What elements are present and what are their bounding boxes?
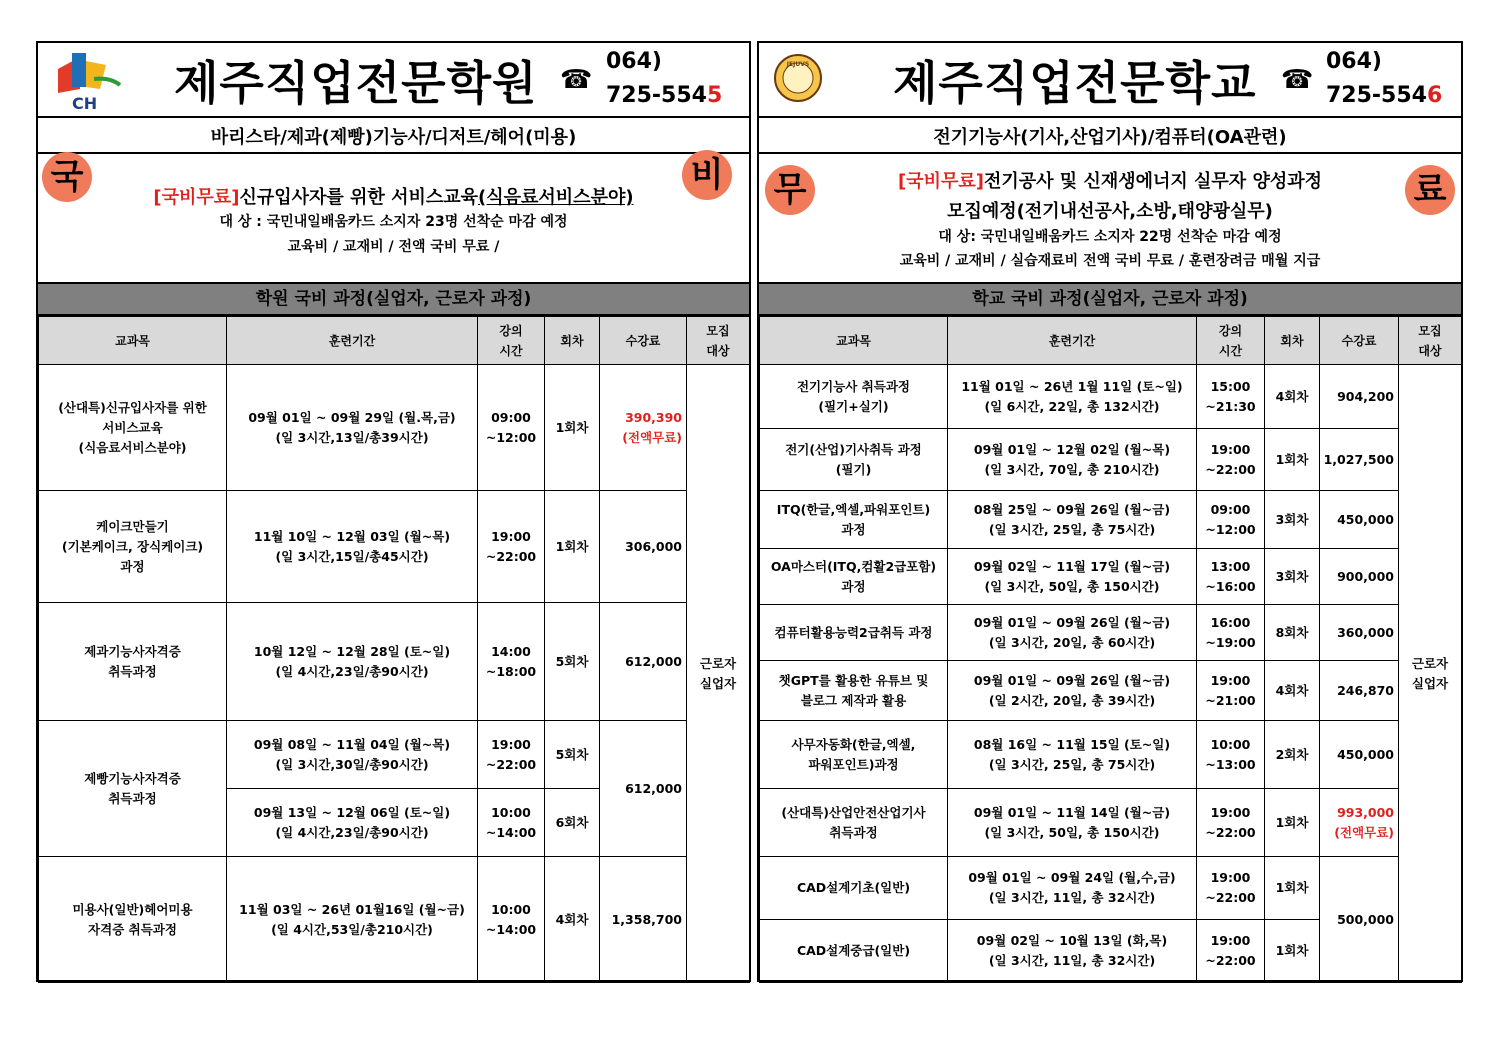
course-round: 4회차: [545, 857, 600, 983]
table-row: [760, 857, 1462, 920]
table-row: [39, 365, 750, 491]
course-period: 08월 25일 ~ 09월 26일 (월~금) (일 3시간, 25일, 총 75시간): [948, 491, 1197, 549]
course-time: 13:00 ~16:00: [1197, 549, 1265, 605]
course-time: 19:00 ~22:00: [1197, 429, 1265, 491]
table-row: [760, 491, 1462, 549]
table-row: [760, 365, 1462, 429]
course-round: 5회차: [545, 603, 600, 721]
course-time: 09:00 ~12:00: [1197, 491, 1265, 549]
course-time: 09:00 ~12:00: [478, 365, 545, 491]
course-round: 6회차: [545, 789, 600, 857]
academy-subtitle: 바리스타/제과(제빵)기능사/디저트/헤어(미용): [210, 127, 577, 148]
promo-title-2: 모집예정(전기내선공사,소방,태양광실무): [947, 201, 1273, 222]
course-period: 09월 02일 ~ 10월 13일 (화,목) (일 3시간, 11일, 총 32시간): [948, 920, 1197, 983]
course-fee: 246,870: [1320, 661, 1399, 721]
course-period: 09월 01일 ~ 09월 24일 (월,수,금) (일 3시간, 11일, 총 32시간): [948, 857, 1197, 920]
course-period: 09월 02일 ~ 11월 17일 (월~금) (일 3시간, 50일, 총 150시간): [948, 549, 1197, 605]
course-time: 10:00 ~14:00: [478, 857, 545, 983]
course-time: 19:00 ~22:00: [1197, 920, 1265, 983]
course-time: 19:00 ~22:00: [478, 721, 545, 789]
course-time: 15:00 ~21:30: [1197, 365, 1265, 429]
course-fee: 900,000: [1320, 549, 1399, 605]
table-row: [39, 603, 750, 721]
course-round: 3회차: [1265, 491, 1320, 549]
badge-circle-right: 료: [1405, 165, 1455, 215]
course-time: 19:00 ~22:00: [1197, 789, 1265, 857]
course-round: 8회차: [1265, 605, 1320, 661]
column-header: 훈련기간: [227, 317, 478, 365]
column-header: 모집 대상: [1399, 317, 1462, 365]
phone-icon: ☎: [560, 65, 593, 95]
table-row: [39, 857, 750, 983]
course-name: CAD설계중급(일반): [760, 920, 948, 983]
course-fee: 612,000: [600, 721, 687, 857]
course-name: 제과기능사자격증 취득과정: [39, 603, 227, 721]
course-round: 2회차: [1265, 721, 1320, 789]
column-header: 훈련기간: [948, 317, 1197, 365]
school-title: 제주직업전문학교: [893, 56, 1257, 110]
course-time: 19:00 ~22:00: [478, 491, 545, 603]
column-header: 강의 시간: [1197, 317, 1265, 365]
course-name: CAD설계기초(일반): [760, 857, 948, 920]
course-period: 08월 16일 ~ 11월 15일 (토~일) (일 3시간, 25일, 총 75시간): [948, 721, 1197, 789]
course-period: 09월 13일 ~ 12월 06일 (토~일) (일 4시간,23일/총90시간): [227, 789, 478, 857]
column-header: 회차: [545, 317, 600, 365]
course-time: 16:00 ~19:00: [1197, 605, 1265, 661]
course-fee: 390,390 (전액무료): [600, 365, 687, 491]
academy-panel: [36, 41, 751, 982]
course-round: 1회차: [1265, 857, 1320, 920]
course-name: 전기기능사 취득과정 (필기+실기): [760, 365, 948, 429]
promo-target: 대 상 : 국민내일배움카드 소지자 23명 선착순 마감 예정: [219, 214, 568, 230]
course-name: 케이크만들기 (기본케이크, 장식케이크) 과정: [39, 491, 227, 603]
course-table: [759, 316, 1462, 983]
academy-phone: 064) 725-5545: [606, 49, 723, 108]
table-row: [760, 661, 1462, 721]
promo-title: [국비무료]전기공사 및 신재생에너지 실무자 양성과정: [897, 171, 1323, 192]
badge-circle-right: 비: [682, 150, 732, 200]
promo-fee: 교육비 / 교재비 / 실습재료비 전액 국비 무료 / 훈련장려금 매월 지급: [899, 253, 1321, 269]
course-period: 11월 10일 ~ 12월 03일 (월~목) (일 3시간,15일/총45시간): [227, 491, 478, 603]
course-fee: 1,358,700: [600, 857, 687, 983]
school-subtitle: 전기기능사(기사,산업기사)/컴퓨터(OA관련): [933, 127, 1287, 148]
course-name: 컴퓨터활용능력2급취득 과정: [760, 605, 948, 661]
course-name: 미용사(일반)헤어미용 자격증 취득과정: [39, 857, 227, 983]
badge-circle-left: 무: [765, 165, 815, 215]
course-fee: 360,000: [1320, 605, 1399, 661]
column-header: 수강료: [600, 317, 687, 365]
recruit-target: 근로자 실업자: [687, 365, 750, 983]
course-fee: 306,000: [600, 491, 687, 603]
column-header: 모집 대상: [687, 317, 750, 365]
table-row: [39, 721, 750, 789]
section-band: 학원 국비 과정(실업자, 근로자 과정): [38, 282, 749, 316]
course-fee: 904,200: [1320, 365, 1399, 429]
course-period: 09월 01일 ~ 12월 02일 (월~목) (일 3시간, 70일, 총 210시간): [948, 429, 1197, 491]
course-name: ITQ(한글,엑셀,파워포인트) 과정: [760, 491, 948, 549]
recruit-target: 근로자 실업자: [1399, 365, 1462, 983]
table-row: [760, 721, 1462, 789]
course-name: 챗GPT를 활용한 유튜브 및 블로그 제작과 활용: [760, 661, 948, 721]
course-fee: 612,000: [600, 603, 687, 721]
school-phone: 064) 725-5546: [1326, 49, 1443, 108]
table-row: [760, 789, 1462, 857]
course-fee: 450,000: [1320, 491, 1399, 549]
table-header-row: [760, 317, 1462, 365]
school-panel: [757, 41, 1463, 982]
school-logo: [773, 53, 823, 103]
course-name: 제빵기능사자격증 취득과정: [39, 721, 227, 857]
course-fee: 450,000: [1320, 721, 1399, 789]
promo-target: 대 상: 국민내일배움카드 소지자 22명 선착순 마감 예정: [938, 229, 1282, 245]
course-name: 전기(산업)기사취득 과정 (필기): [760, 429, 948, 491]
course-round: 1회차: [1265, 429, 1320, 491]
course-name: OA마스터(ITQ,컴활2급포함) 과정: [760, 549, 948, 605]
course-name: 사무자동화(한글,엑셀, 파워포인트)과정: [760, 721, 948, 789]
course-period: 11월 03일 ~ 26년 01월16일 (월~금) (일 4시간,53일/총210시간): [227, 857, 478, 983]
course-period: 09월 01일 ~ 09월 29일 (월.목,금) (일 3시간,13일/총39시간): [227, 365, 478, 491]
section-band: 학교 국비 과정(실업자, 근로자 과정): [759, 282, 1461, 316]
course-round: 3회차: [1265, 549, 1320, 605]
column-header: 교과목: [760, 317, 948, 365]
svg-text:CH: CH: [72, 94, 98, 111]
svg-text:JEJUVS: JEJUVS: [786, 61, 810, 68]
course-name: (산대특)신규입사자를 위한 서비스교육 (식음료서비스분야): [39, 365, 227, 491]
column-header: 교과목: [39, 317, 227, 365]
table-row: [39, 491, 750, 603]
course-name: (산대특)산업안전산업기사 취득과정: [760, 789, 948, 857]
course-fee: 500,000: [1320, 857, 1399, 983]
table-row: [760, 549, 1462, 605]
course-round: 1회차: [545, 491, 600, 603]
table-header-row: [39, 317, 750, 365]
column-header: 강의 시간: [478, 317, 545, 365]
phone-icon: ☎: [1281, 65, 1314, 95]
course-table: [38, 316, 750, 983]
course-time: 10:00 ~14:00: [478, 789, 545, 857]
course-fee: 1,027,500: [1320, 429, 1399, 491]
course-period: 09월 01일 ~ 09월 26일 (월~금) (일 2시간, 20일, 총 39시간): [948, 661, 1197, 721]
course-fee: 993,000 (전액무료): [1320, 789, 1399, 857]
academy-title: 제주직업전문학원: [174, 56, 538, 110]
table-row: [760, 429, 1462, 491]
promo-title: [국비무료]신규입사자를 위한 서비스교육(식음료서비스분야): [153, 187, 634, 208]
course-round: 4회차: [1265, 661, 1320, 721]
course-period: 09월 08일 ~ 11월 04일 (월~목) (일 3시간,30일/총90시간): [227, 721, 478, 789]
badge-circle-left: 국: [42, 152, 92, 202]
course-time: 19:00 ~21:00: [1197, 661, 1265, 721]
course-round: 1회차: [1265, 920, 1320, 983]
course-period: 11월 01일 ~ 26년 1월 11일 (토~일) (일 6시간, 22일, 총 132시간): [948, 365, 1197, 429]
table-row: [760, 605, 1462, 661]
course-period: 09월 01일 ~ 09월 26일 (월~금) (일 3시간, 20일, 총 60시간): [948, 605, 1197, 661]
course-round: 1회차: [545, 365, 600, 491]
column-header: 수강료: [1320, 317, 1399, 365]
course-period: 09월 01일 ~ 11월 14일 (월~금) (일 3시간, 50일, 총 150시간): [948, 789, 1197, 857]
course-round: 1회차: [1265, 789, 1320, 857]
course-round: 5회차: [545, 721, 600, 789]
course-round: 4회차: [1265, 365, 1320, 429]
promo-fee: 교육비 / 교재비 / 전액 국비 무료 /: [287, 239, 500, 255]
course-time: 10:00 ~13:00: [1197, 721, 1265, 789]
column-header: 회차: [1265, 317, 1320, 365]
academy-logo: [50, 49, 122, 111]
course-time: 19:00 ~22:00: [1197, 857, 1265, 920]
course-time: 14:00 ~18:00: [478, 603, 545, 721]
course-period: 10월 12일 ~ 12월 28일 (토~일) (일 4시간,23일/총90시간): [227, 603, 478, 721]
